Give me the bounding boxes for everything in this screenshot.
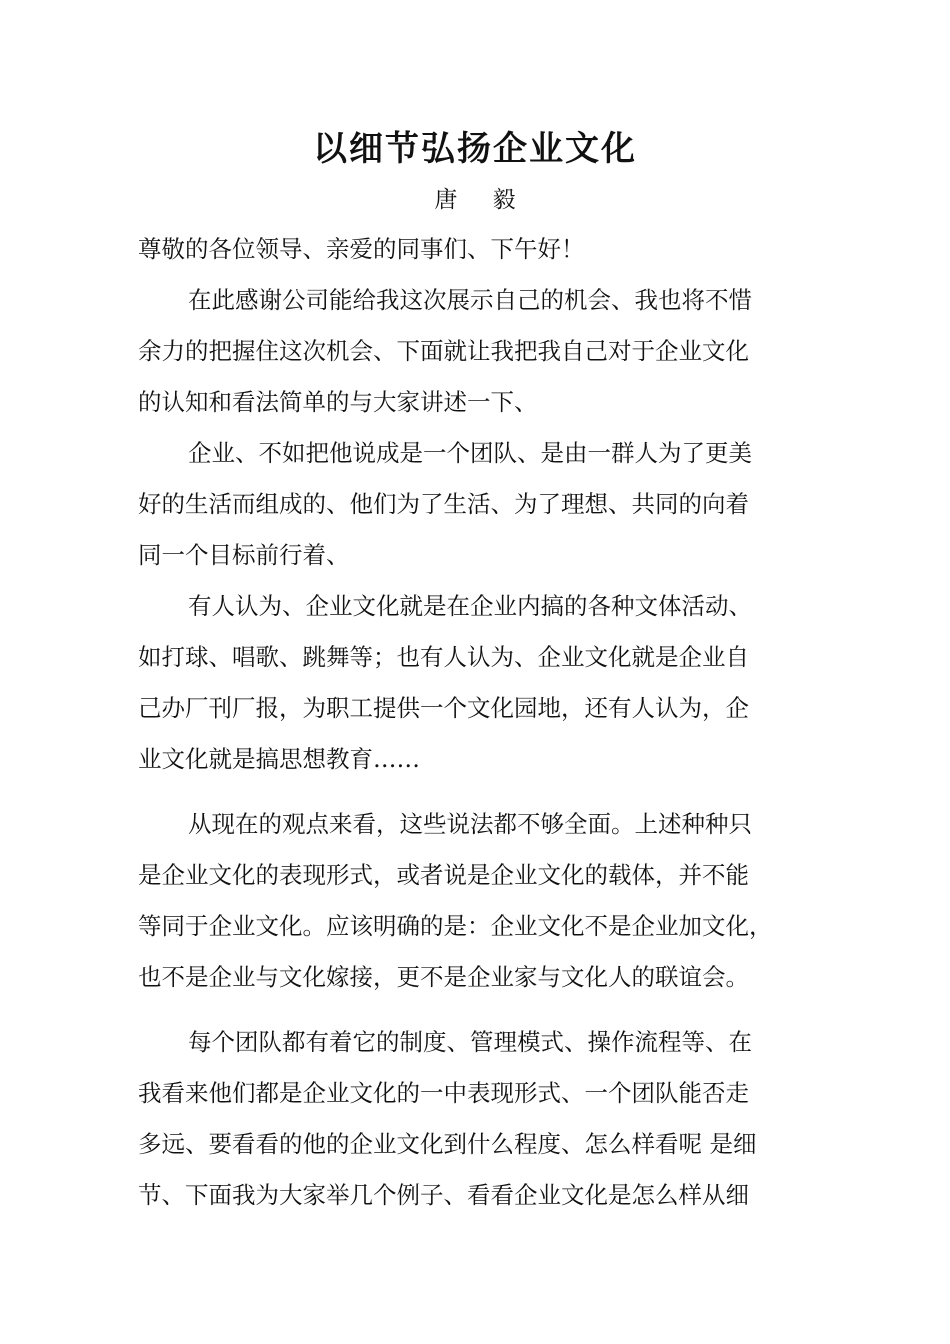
paragraph-line: 多远、要看看的他的企业文化到什么程度、怎么样看呢 是细 (138, 1130, 757, 1158)
paragraph-5 (138, 1017, 828, 1221)
paragraph-line: 的认知和看法简单的与大家讲述一下、 (138, 388, 538, 416)
paragraph-2 (138, 428, 828, 581)
paragraph-line: 我看来他们都是企业文化的一中表现形式、一个团队能否走 (138, 1079, 749, 1107)
document-title: 以细节弘扬企业文化 (313, 129, 637, 169)
author-line (0, 180, 950, 220)
paragraph-line: 己办厂刊厂报，为职工提供一个文化园地，还有人认为，企 (138, 694, 749, 722)
paragraph-line: 有人认为、企业文化就是在企业内搞的各种文体活动、 (188, 592, 752, 620)
paragraph-3 (138, 581, 828, 785)
paragraph-line: 业文化就是搞思想教育…… (138, 745, 420, 773)
paragraph-line: 从现在的观点来看，这些说法都不够全面。上述种种只 (188, 810, 752, 838)
author-char-1: 唐 (434, 187, 458, 213)
paragraph-line: 节、下面我为大家举几个例子、看看企业文化是怎么样从细 (138, 1181, 749, 1209)
paragraph-line: 在此感谢公司能给我这次展示自己的机会、我也将不惜 (188, 286, 752, 314)
paragraph-line: 同一个目标前行着、 (138, 541, 350, 569)
paragraph-1 (138, 275, 828, 428)
paragraph-line: 是企业文化的表现形式，或者说是企业文化的载体，并不能 (138, 861, 749, 889)
paragraph-line: 如打球、唱歌、跳舞等；也有人认为、企业文化就是企业自 (138, 643, 749, 671)
document-body (138, 224, 828, 1221)
paragraph-line: 每个团队都有着它的制度、管理模式、操作流程等、在 (188, 1028, 752, 1056)
paragraph-4 (138, 799, 828, 1003)
paragraph-line: 余力的把握住这次机会、下面就让我把我自己对于企业文化 (138, 337, 749, 365)
paragraph-gap (138, 1003, 828, 1017)
paragraph-line: 等同于企业文化。应该明确的是：企业文化不是企业加文化， (138, 912, 773, 940)
paragraph-gap (138, 785, 828, 799)
author-char-2: 毅 (492, 187, 516, 213)
paragraph-line: 好的生活而组成的、他们为了生活、为了理想、共同的向着 (138, 490, 749, 518)
greeting-line: 尊敬的各位领导、亲爱的同事们、下午好！ (138, 235, 585, 263)
paragraph-line: 企业、不如把他说成是一个团队、是由一群人为了更美 (188, 439, 752, 467)
paragraph-line: 也不是企业与文化嫁接，更不是企业家与文化人的联谊会。 (138, 963, 749, 991)
